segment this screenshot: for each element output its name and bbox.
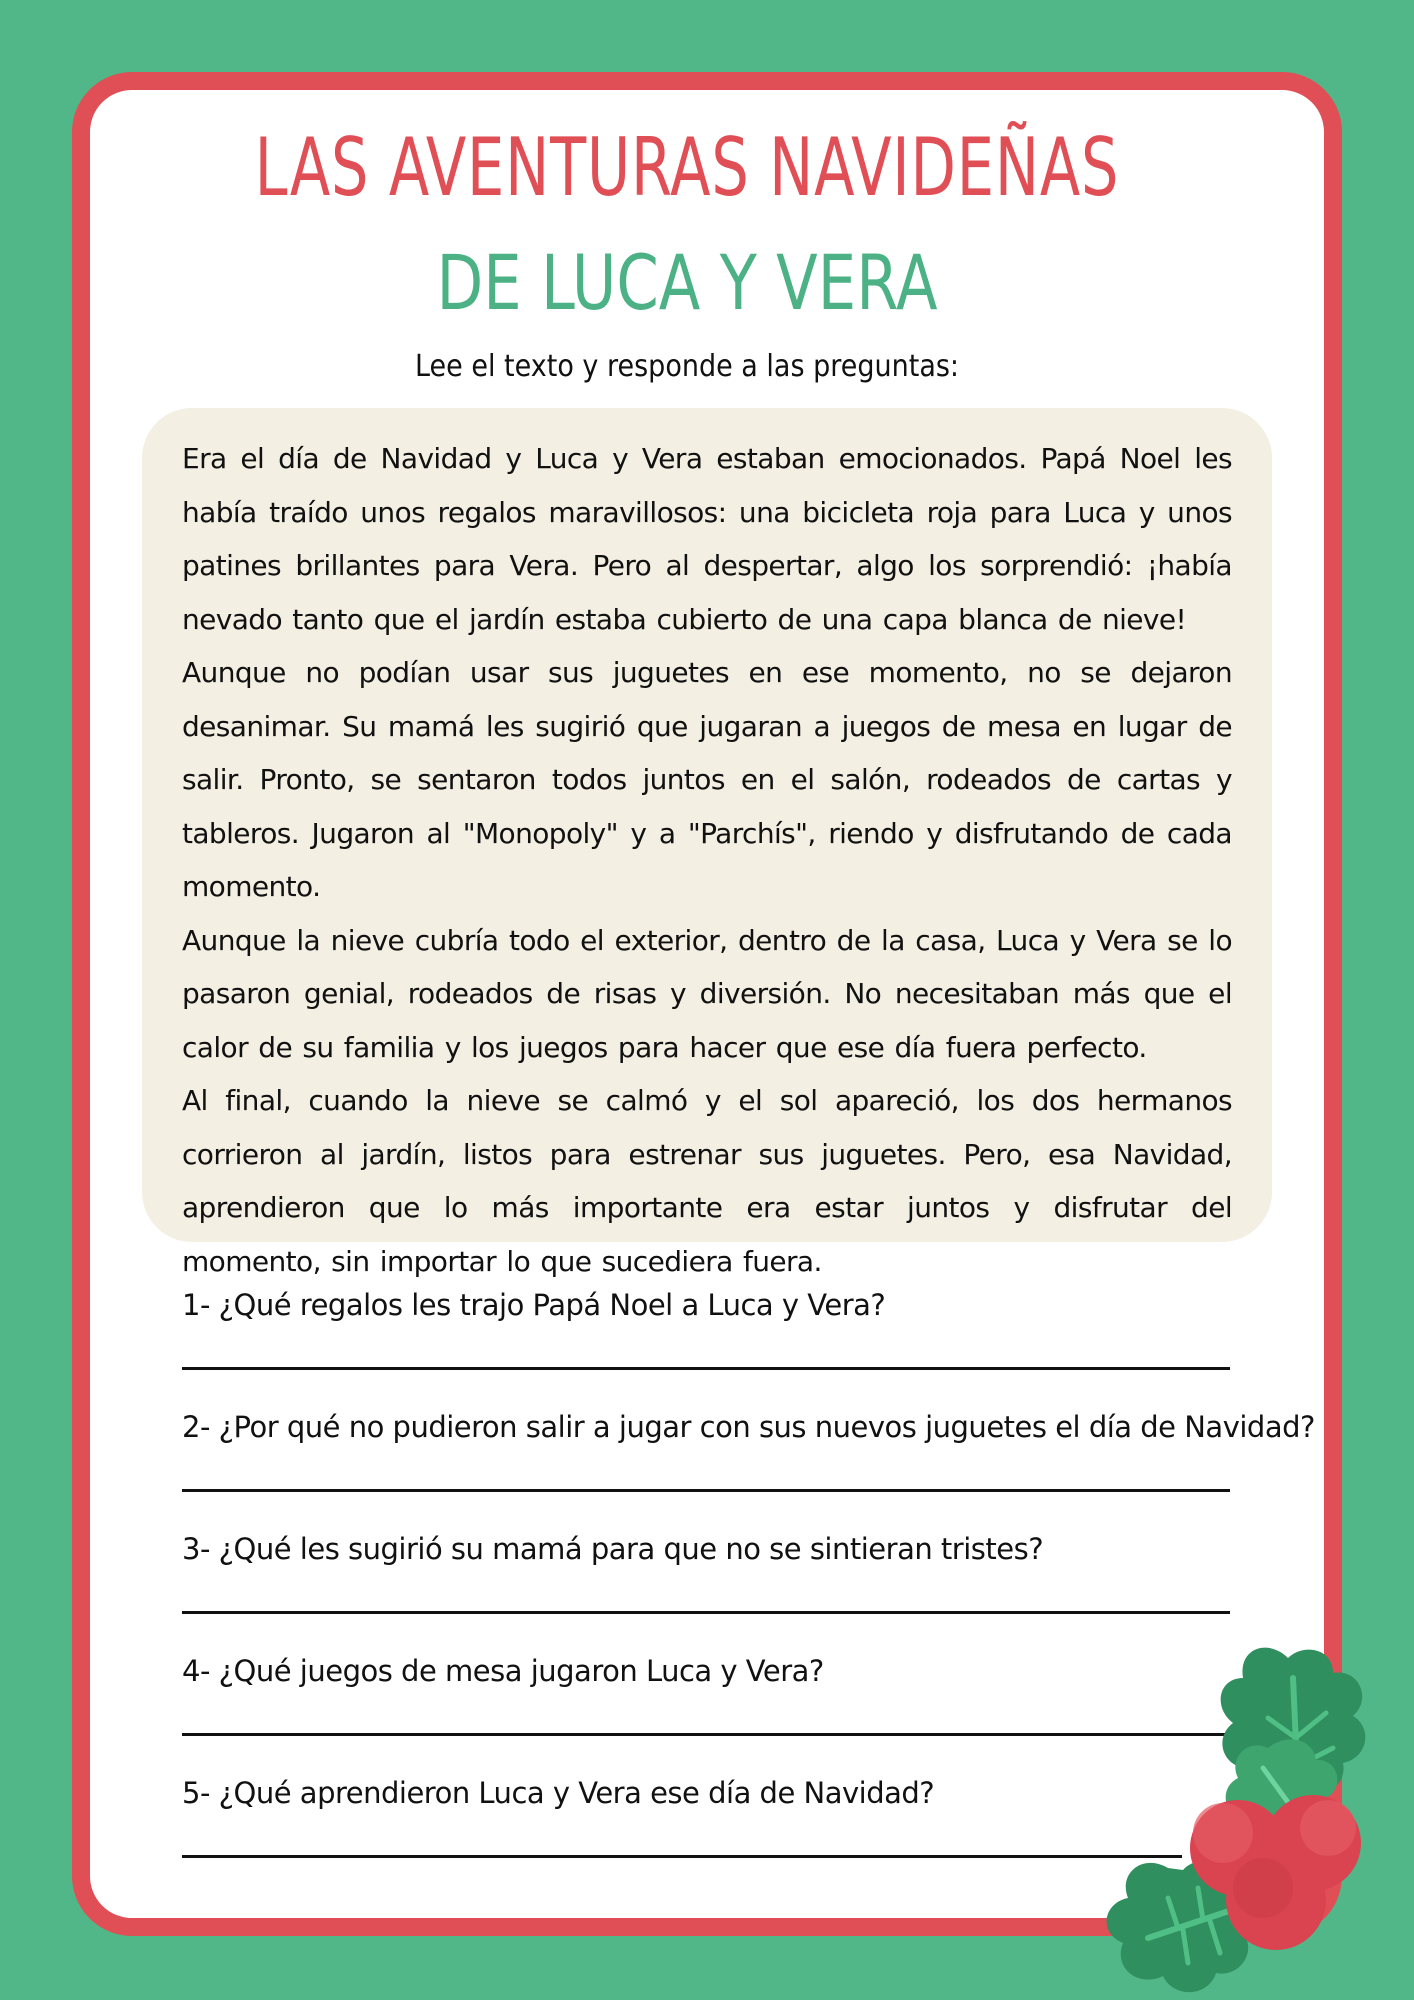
story-paragraph: Aunque la nieve cubría todo el exterior, dentro de la casa, Luca y Vera se lo pasaron genial, rodeados de risas y diversión. No necesitaban más que el calor de su familia y los juegos para hacer que ese día fuera perfecto. bbox=[182, 923, 1232, 1064]
question-text: 2- ¿Por qué no pudieron salir a jugar con sus nuevos juguetes el día de Navidad? bbox=[182, 1410, 1315, 1444]
story-paragraph: Era el día de Navidad y Luca y Vera estaban emocionados. Papá Noel les había traído unos regalos maravillosos: una bicicleta roja para Luca y unos patines brillantes para Vera. Pero al despertar, algo los sorprendió: ¡había nevado tanto que el jardín estaba cubierto de una capa blanca de nieve! bbox=[182, 442, 1232, 636]
question-item bbox=[182, 1773, 1232, 1895]
page-subtitle: DE LUCA Y VERA bbox=[436, 238, 938, 327]
page-title: LAS AVENTURAS NAVIDEÑAS bbox=[254, 121, 1120, 214]
answer-line[interactable] bbox=[182, 1367, 1230, 1370]
question-item bbox=[182, 1407, 1315, 1529]
question-text: 5- ¿Qué aprendieron Luca y Vera ese día de Navidad? bbox=[182, 1776, 935, 1810]
question-item bbox=[182, 1285, 1232, 1407]
answer-line[interactable] bbox=[182, 1489, 1230, 1492]
answer-line[interactable] bbox=[182, 1733, 1230, 1736]
question-item bbox=[182, 1529, 1232, 1651]
question-text: 1- ¿Qué regalos les trajo Papá Noel a Luca y Vera? bbox=[182, 1288, 886, 1322]
holly-berries-icon bbox=[1098, 1638, 1414, 2000]
answer-line[interactable] bbox=[182, 1611, 1230, 1614]
story-box bbox=[142, 408, 1272, 1278]
instruction-text: Lee el texto y responde a las preguntas: bbox=[414, 349, 960, 384]
question-text: 3- ¿Qué les sugirió su mamá para que no se sintieran tristes? bbox=[182, 1532, 1044, 1566]
answer-line[interactable] bbox=[182, 1855, 1182, 1858]
question-item bbox=[182, 1651, 1232, 1773]
story-paragraph: Aunque no podían usar sus juguetes en ese momento, no se dejaron desanimar. Su mamá les sugirió que jugaran a juegos de mesa en lugar de salir. Pronto, se sentaron todos juntos en el salón, rodeados de cartas y tableros. Jugaron al "Monopoly" y a "Parchís", riendo y disfrutando de cada momento. bbox=[182, 656, 1232, 903]
question-list bbox=[182, 1285, 1315, 1895]
berry-icon bbox=[1226, 1850, 1326, 1950]
question-text: 4- ¿Qué juegos de mesa jugaron Luca y Vera? bbox=[182, 1654, 824, 1688]
story-paragraph: Al final, cuando la nieve se calmó y el sol apareció, los dos hermanos corrieron al jardín, listos para estrenar sus juguetes. Pero, esa Navidad, aprendieron que lo más importante era estar juntos y disfrutar del momento, sin importar lo que sucediera fuera. bbox=[182, 1084, 1232, 1278]
